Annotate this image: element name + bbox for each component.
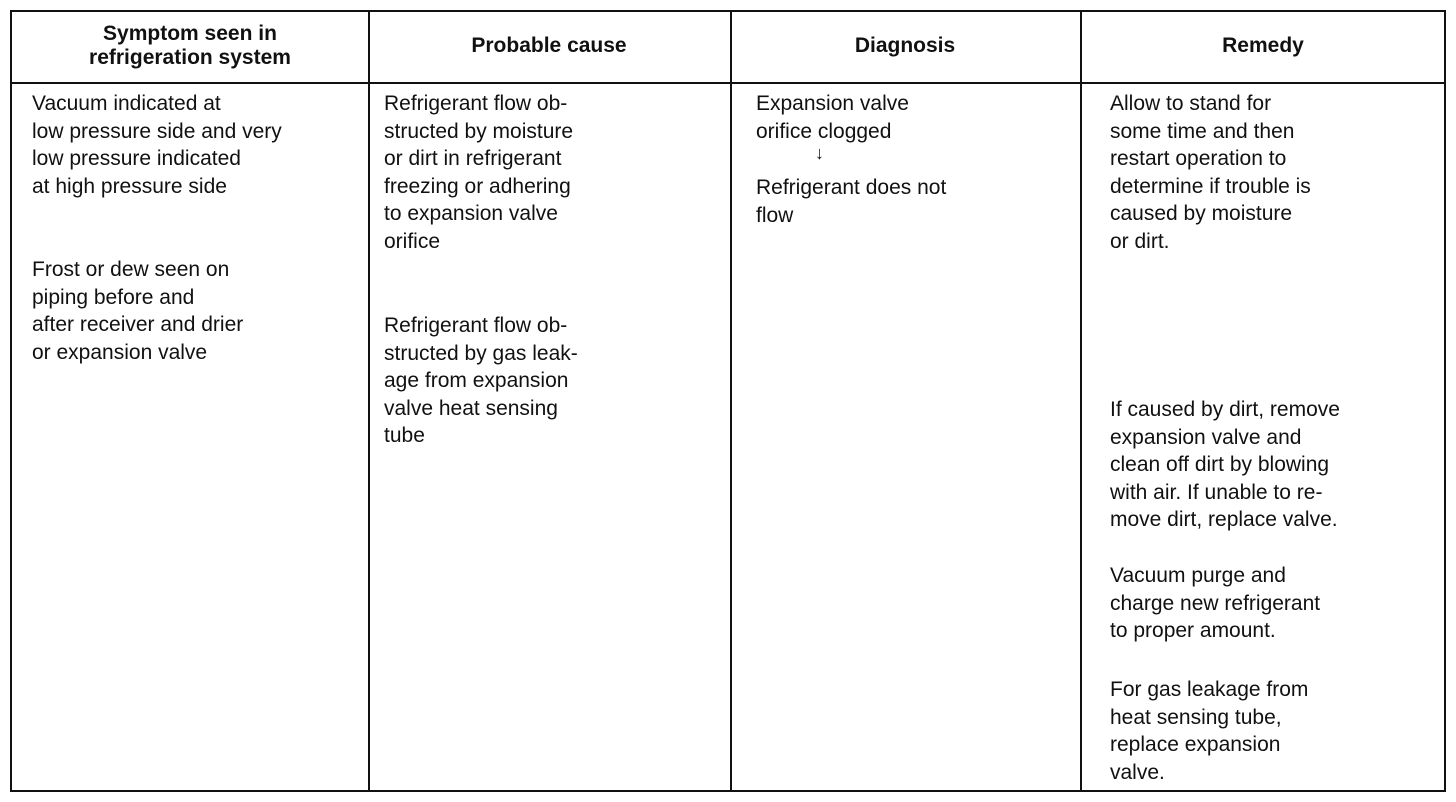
- header-symptom: Symptom seen in refrigeration system: [89, 22, 291, 69]
- down-arrow-icon: ↓: [815, 143, 824, 163]
- remedy-text-1: Allow to stand for some time and then restart operation to determine if trouble is caused by moisture or dirt.: [1110, 92, 1311, 253]
- diagnosis-text-2: Refrigerant does not flow: [756, 176, 947, 227]
- remedy-text-3: Vacuum purge and charge new refrigerant to proper amount.: [1110, 564, 1321, 642]
- header-diagnosis: Diagnosis: [854, 34, 956, 57]
- header-remedy: Remedy: [1222, 34, 1304, 57]
- remedy-text-2: If caused by dirt, remove expansion valve and clean off dirt by blowing with air. If unable to re- move dirt, replace valve.: [1110, 398, 1340, 531]
- header-probable-cause: Probable cause: [471, 34, 627, 57]
- symptom-text-2: Frost or dew seen on piping before and after receiver and drier or expansion valve: [32, 258, 244, 364]
- symptom-text-1: Vacuum indicated at low pressure side and very low pressure indicated at high pressure side: [32, 92, 282, 198]
- remedy-text-4: For gas leakage from heat sensing tube, replace expansion valve.: [1110, 678, 1309, 784]
- column-divider-3: [1080, 12, 1082, 790]
- cause-text-2: Refrigerant flow ob- structed by gas leak- age from expansion valve heat sensing tube: [384, 314, 578, 447]
- diagnosis-text-1: Expansion valve orifice clogged: [756, 92, 909, 143]
- cause-text-1: Refrigerant flow ob- structed by moisture or dirt in refrigerant freezing or adhering to expansion valve orifice: [384, 92, 574, 253]
- header-divider: [12, 82, 1444, 84]
- column-divider-2: [730, 12, 732, 790]
- column-divider-1: [368, 12, 370, 790]
